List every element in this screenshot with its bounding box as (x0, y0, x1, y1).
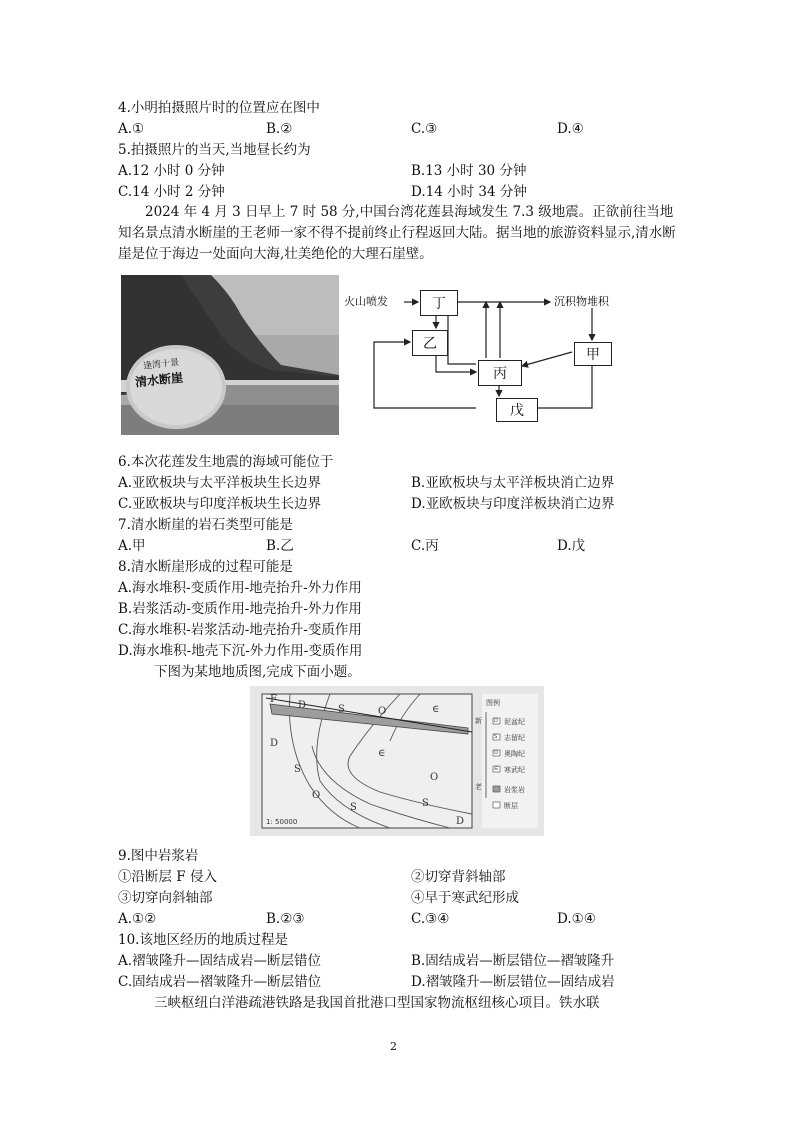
legend-code-e: ∈ (494, 766, 499, 772)
q9-option-b: B.②③ (266, 911, 305, 927)
q7-option-b: B.乙 (266, 538, 294, 554)
q6-stem: 6.本次花莲发生地震的海域可能位于 (118, 454, 334, 470)
legend-fault: 断层 (504, 802, 518, 810)
q9-statement-1: ①沿断层 F 侵入 (118, 869, 217, 885)
legend-code-s: S (494, 734, 498, 740)
map-letter-o2: O (312, 790, 321, 801)
node-ding: 丁 (420, 290, 458, 316)
q5-option-c: C.14 小时 2 分钟 (118, 184, 225, 200)
stone-text-line1: 逢湾十景 (142, 358, 180, 372)
map-scale: 1: 50000 (266, 818, 298, 826)
q8-stem: 8.清水断崖形成的过程可能是 (118, 559, 293, 575)
node-yi: 乙 (412, 330, 448, 356)
map-letter-e1: ∈ (432, 704, 440, 715)
map-letter-e2: ∈ (378, 748, 386, 759)
intro-paragraph-railway: 三峡枢纽白洋港疏港铁路是我国首批港口型国家物流枢纽核心项目。铁水联 (154, 995, 600, 1011)
q6-option-d: D.亚欧板块与印度洋板块消亡边界 (411, 496, 615, 512)
map-letter-s1: S (338, 704, 345, 715)
cliff-photo (121, 275, 339, 435)
q5-stem: 5.拍摄照片的当天,当地昼长约为 (118, 142, 311, 158)
q9-option-c: C.③④ (411, 911, 450, 927)
node-bing: 丙 (478, 360, 522, 386)
stone-text-line2: 清水断崖 (134, 370, 184, 390)
map-letter-d1: D (298, 700, 307, 711)
q7-option-a: A.甲 (118, 538, 146, 554)
intro-paragraph-earthquake: 2024 年 4 月 3 日早上 7 时 58 分,中国台湾花莲县海域发生 7.3 级地震。正欲前往当地知名景点清水断崖的王老师一家不得不提前终止行程返回大陆。据当地的旅游资料显示,清水断崖是位于海边一处面向大海,壮美绝伦的大理石崖壁。 (118, 204, 676, 262)
q6-option-a: A.亚欧板块与太平洋板块生长边界 (118, 475, 322, 491)
q4-option-b: B.② (266, 121, 293, 137)
map-letter-s3: S (350, 802, 357, 813)
sediment-label: 沉积物堆积 (554, 295, 609, 308)
q4-stem: 4.小明拍摄照片时的位置应在图中 (118, 100, 320, 116)
q8-option-d: D.海水堆积-地壳下沉-外力作用-变质作用 (118, 643, 363, 659)
q6-option-b: B.亚欧板块与太平洋板块消亡边界 (411, 475, 615, 491)
q5-option-d: D.14 小时 34 分钟 (411, 184, 527, 200)
q4-option-c: C.③ (411, 121, 438, 137)
q9-stem: 9.图中岩浆岩 (118, 848, 199, 864)
legend-new: 新 (475, 717, 482, 725)
legend-code-o: O (494, 750, 498, 756)
map-letter-d3: D (456, 816, 465, 827)
q9-statement-2: ②切穿背斜轴部 (411, 869, 506, 885)
q5-option-a: A.12 小时 0 分钟 (118, 163, 225, 179)
q8-option-c: C.海水堆积-岩浆活动-地壳抬升-变质作用 (118, 622, 362, 638)
q8-option-b: B.岩浆活动-变质作用-地壳抬升-外力作用 (118, 601, 362, 617)
node-jia: 甲 (574, 342, 612, 366)
map-letter-d2: D (270, 738, 279, 749)
q5-option-b: B.13 小时 30 分钟 (411, 163, 527, 179)
legend-devonian: 泥盆纪 (504, 718, 525, 726)
q9-option-a: A.①② (118, 911, 157, 927)
legend-silurian: 志留纪 (504, 734, 525, 742)
intro-paragraph-geomap: 下图为某地地质图,完成下面小题。 (154, 664, 361, 680)
legend-igneous: 岩浆岩 (504, 786, 525, 794)
q4-option-a: A.① (118, 121, 145, 137)
q7-stem: 7.清水断崖的岩石类型可能是 (118, 517, 293, 533)
q10-option-d: D.褶皱隆升—断层错位—固结成岩 (411, 974, 615, 990)
q8-option-a: A.海水堆积-变质作用-地壳抬升-外力作用 (118, 580, 362, 596)
rock-cycle-diagram (344, 282, 644, 432)
q7-option-d: D.戊 (557, 538, 586, 554)
legend-code-d: D (494, 718, 498, 724)
q6-option-c: C.亚欧板块与印度洋板块生长边界 (118, 496, 322, 512)
legend-cambrian: 寒武纪 (504, 766, 525, 774)
map-letter-o1: O (378, 706, 387, 717)
map-letter-s4: S (422, 798, 429, 809)
q7-option-c: C.丙 (411, 538, 439, 554)
map-letter-f: F (270, 694, 277, 705)
node-wu: 戊 (496, 398, 538, 422)
q10-stem: 10.该地区经历的地质过程是 (118, 932, 288, 948)
q10-option-c: C.固结成岩—褶皱隆升—断层错位 (118, 974, 322, 990)
legend-title: 图例 (486, 699, 500, 707)
map-letter-s2: S (294, 764, 301, 775)
page-number: 2 (390, 1040, 397, 1053)
q9-statement-4: ④早于寒武纪形成 (411, 890, 519, 906)
q10-option-a: A.褶皱隆升—固结成岩—断层错位 (118, 953, 322, 969)
q10-option-b: B.固结成岩—断层错位—褶皱隆升 (411, 953, 615, 969)
cliff-photo-illustration (121, 275, 339, 435)
q4-option-d: D.④ (557, 121, 584, 137)
volcano-label: 火山喷发 (344, 295, 388, 308)
legend-old: 老 (475, 783, 482, 791)
q9-option-d: D.①④ (557, 911, 596, 927)
q9-statement-3: ③切穿向斜轴部 (118, 890, 213, 906)
geological-map-lines (250, 686, 544, 836)
geological-map (250, 686, 544, 836)
map-letter-o3: O (430, 772, 439, 783)
legend-ordovician: 奥陶纪 (504, 750, 525, 758)
